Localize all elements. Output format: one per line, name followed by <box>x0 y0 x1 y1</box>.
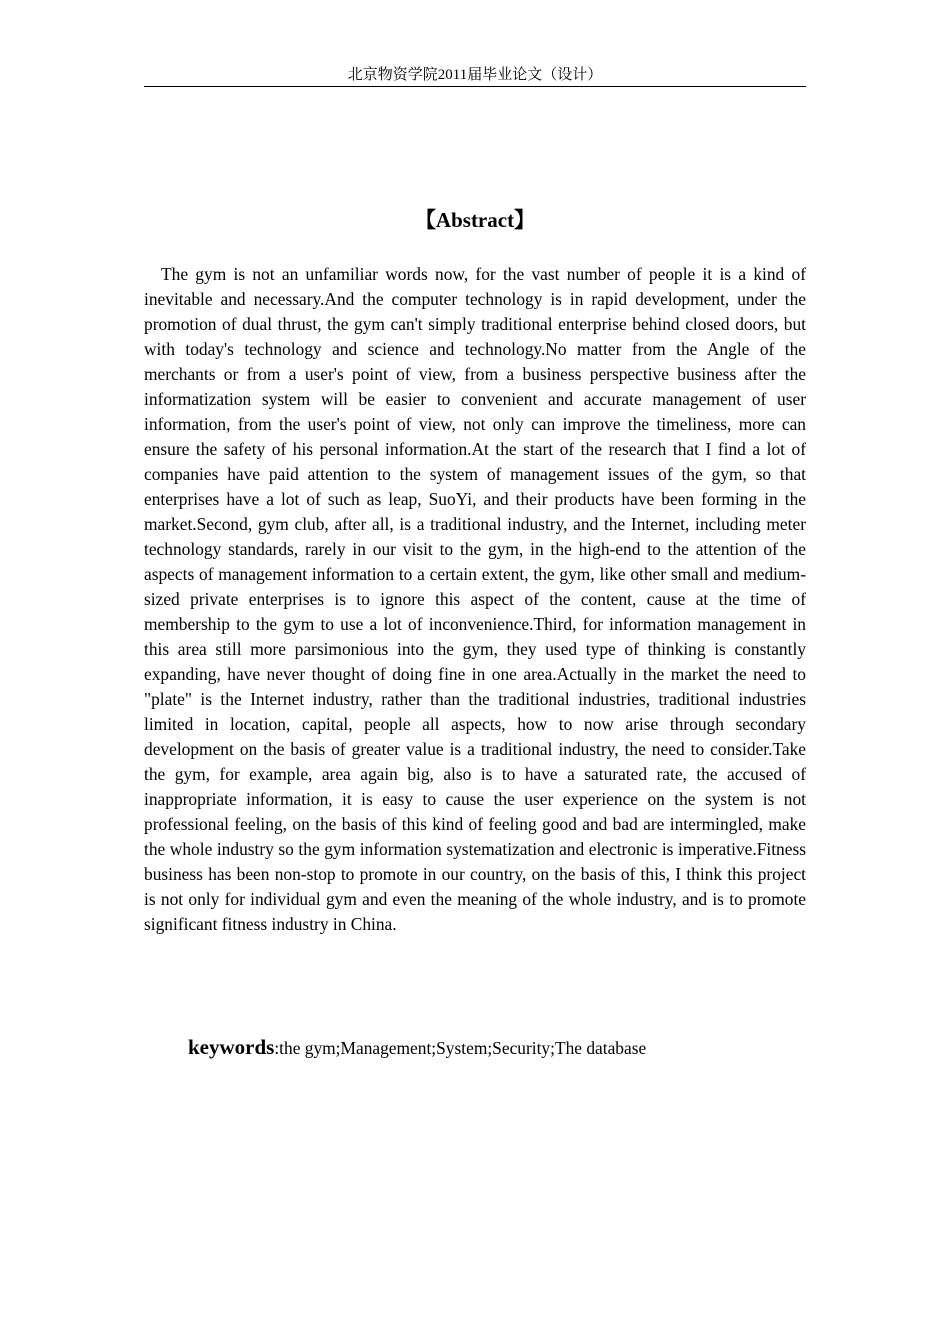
keywords-label: keywords <box>188 1035 275 1059</box>
abstract-heading: 【Abstract】 <box>414 208 536 232</box>
page-header: 北京物资学院2011届毕业论文（设计） <box>144 64 806 87</box>
keywords-line <box>188 1033 806 1062</box>
abstract-body: The gym is not an unfamiliar words now, for the vast number of people it is a kind of inevitable and necessary.And the computer technology is in rapid development, under the promotion of dual thrust, the gym can't simply traditional enterprise behind closed doors, but with today's technology and science and technology.No matter from the Angle of the merchants or from a user's point of view, from a business perspective business after the informatization system will be easier to convenient and accurate management of user information, from the user's point of view, not only can improve the timeliness, more can ensure the safety of his personal information.At the start of the research that I find a lot of companies have paid attention to the system of management issues of the gym, so that enterprises have a lot of such as leap, SuoYi, and their products have been forming in the market.Second, gym club, after all, is a traditional industry, and the Internet, including meter technology standards, rarely in our visit to the gym, in the high-end to the attention of the aspects of management information to a certain extent, the gym, like other small and medium-sized private enterprises is to ignore this aspect of the content, cause at the time of membership to the gym to use a lot of inconvenience.Third, for information management in this area still more parsimonious into the gym, they used type of thinking is constantly expanding, have never thought of doing fine in one area.Actually in the market the need to "plate" is the Internet industry, rather than the traditional industries, traditional industries limited in location, capital, people all aspects, how to now arise through secondary development on the basis of greater value is a traditional industry, the need to consider.Take the gym, for example, area again big, also is to have a saturated rate, the accused of inappropriate information, it is easy to cause the user experience on the system is not professional feeling, on the basis of this kind of feeling good and bad are intermingled, make the whole industry so the gym information systematization and electronic is imperative.Fitness business has been non-stop to promote in our country, on the basis of this, I think this project is not only for individual gym and even the meaning of the whole industry, and is to promote significant fitness industry in China. <box>144 264 806 934</box>
keywords-list: :the gym;Management;System;Security;The database <box>274 1038 647 1058</box>
